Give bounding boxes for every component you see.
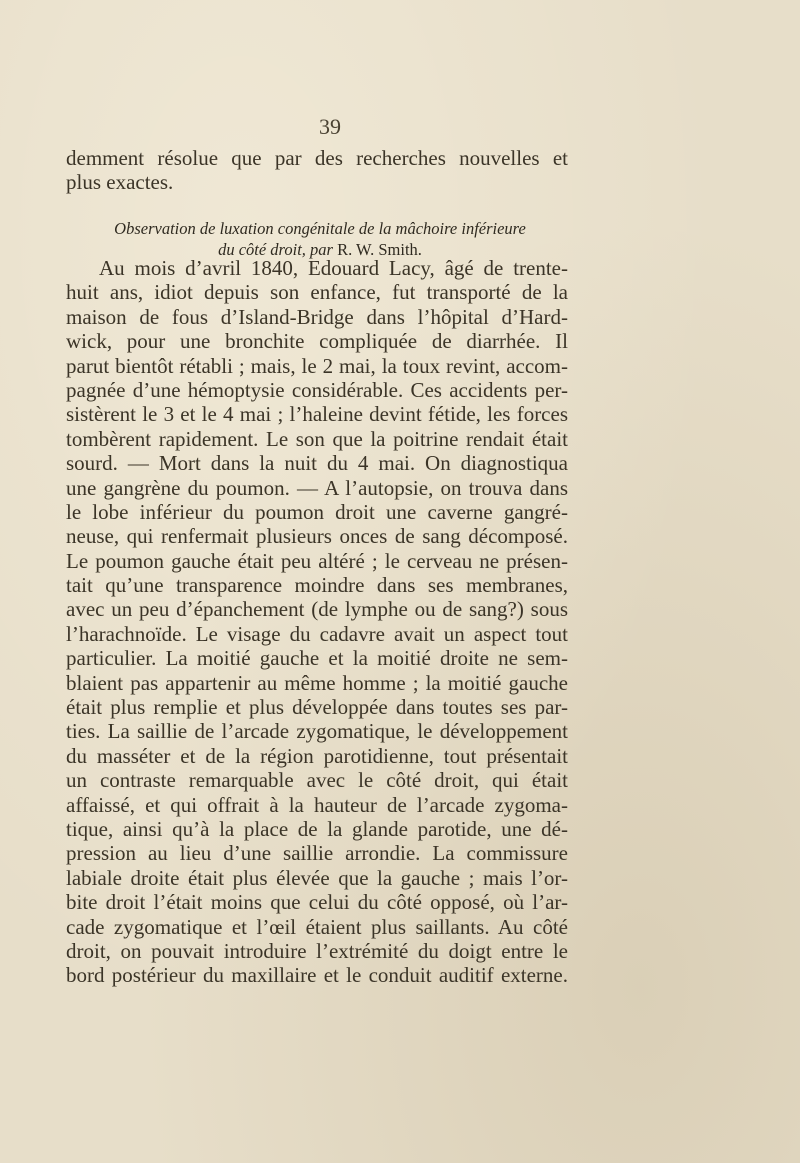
text-line: huit ans, idiot depuis son enfance, fut transporté de la [66, 280, 568, 305]
text-line: demment résolue que par des recherches nouvelles et [66, 146, 568, 170]
observation-title-italic: du côté droit, par [218, 240, 333, 259]
observation-author: R. W. Smith. [337, 240, 422, 259]
text-line: droit, on pouvait introduire l’extrémité du doigt entre le [66, 938, 568, 963]
text-line: une gangrène du poumon. — A l’autopsie, on trouva dans [66, 475, 568, 500]
observation-body [66, 256, 568, 988]
text-line: cade zygomatique et l’œil étaient plus saillants. Au côté [66, 914, 568, 939]
text-line: pression au lieu d’une saillie arrondie. La commissure [66, 841, 568, 866]
text-line: ties. La saillie de l’arcade zygomatique, le développement [66, 719, 568, 744]
text-line: bord postérieur du maxillaire et le conduit auditif externe. [66, 963, 568, 988]
text-line: plus exactes. [66, 170, 174, 195]
text-line: affaissé, et qui offrait à la hauteur de l’arcade zygoma- [66, 792, 568, 817]
text-line: Le poumon gauche était peu altéré ; le cerveau ne présen- [66, 548, 568, 573]
text-line: particulier. La moitié gauche et la moitié droite ne sem- [66, 646, 568, 671]
observation-title-line: Observation de luxation congénitale de la mâchoire inférieure [114, 219, 526, 238]
text-line: neuse, qui renfermait plusieurs onces de sang décomposé. [66, 524, 568, 549]
text-line: sistèrent le 3 et le 4 mai ; l’haleine devint fétide, les forces [66, 402, 568, 427]
text-line: parut bientôt rétabli ; mais, le 2 mai, la toux revint, accom- [66, 353, 568, 378]
text-line: sourd. — Mort dans la nuit du 4 mai. On diagnostiqua [66, 451, 568, 476]
text-line: pagnée d’une hémoptysie considérable. Ces accidents per- [66, 377, 568, 402]
text-line: wick, pour une bronchite compliquée de diarrhée. Il [66, 329, 568, 354]
text-line: tait qu’une transparence moindre dans ses membranes, [66, 573, 568, 598]
text-line: l’harachnoïde. Le visage du cadavre avait un aspect tout [66, 621, 568, 646]
text-line: Au mois d’avril 1840, Edouard Lacy, âgé de trente- [99, 256, 568, 280]
text-line: un contraste remarquable avec le côté droit, qui était [66, 768, 568, 793]
page-number: 39 [319, 114, 341, 139]
text-line: avec un peu d’épanchement (de lymphe ou de sang?) sous [66, 597, 568, 622]
text-line: du masséter et de la région parotidienne, tout présentait [66, 743, 568, 768]
text-line: bite droit l’était moins que celui du côté opposé, où l’ar- [66, 890, 568, 915]
text-line: tombèrent rapidement. Le son que la poitrine rendait était [66, 426, 568, 451]
observation-title [70, 218, 570, 260]
text-line: était plus remplie et plus développée dans toutes ses par- [66, 695, 568, 720]
text-line: maison de fous d’Island-Bridge dans l’hôpital d’Hard- [66, 304, 568, 329]
intro-paragraph [66, 146, 568, 195]
text-line: blaient pas appartenir au même homme ; la moitié gauche [66, 670, 568, 695]
text-line: tique, ainsi qu’à la place de la glande parotide, une dé- [66, 816, 568, 841]
text-line: labiale droite était plus élevée que la gauche ; mais l’or- [66, 865, 568, 890]
text-line: le lobe inférieur du poumon droit une caverne gangré- [66, 499, 568, 524]
